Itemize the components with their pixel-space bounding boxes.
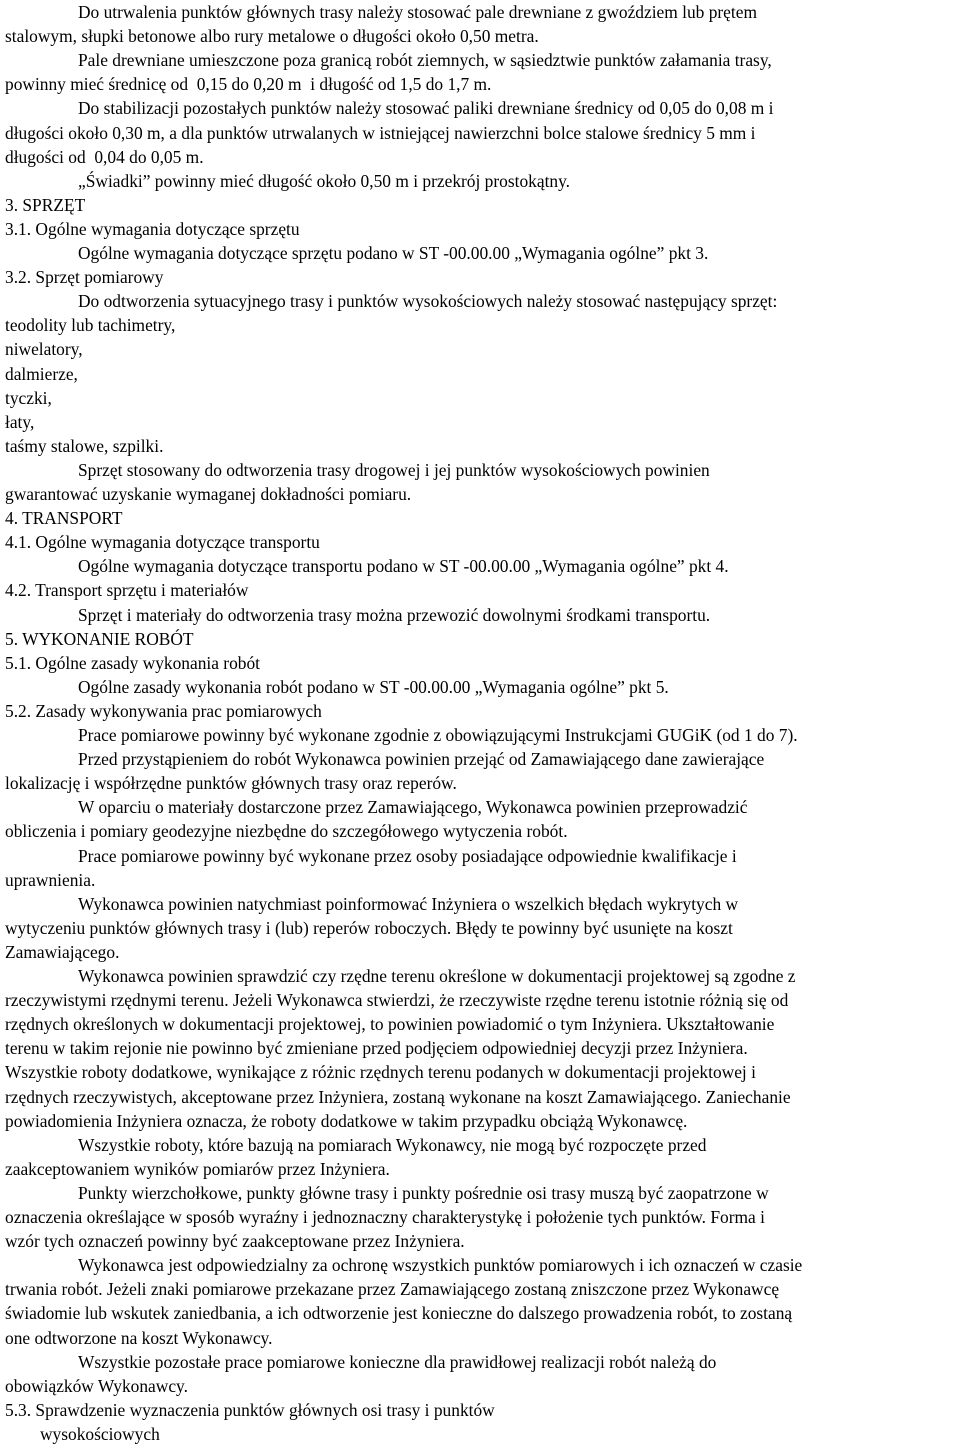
text-line: 3. SPRZĘT bbox=[5, 194, 86, 215]
text-line: Przed przystąpieniem do robót Wykonawca powinien przejąć od Zamawiającego dane zawierające bbox=[78, 749, 765, 770]
text-line: Do utrwalenia punktów głównych trasy należy stosować pale drewniane z gwoździem lub prętem bbox=[78, 2, 757, 22]
text-line: 5. WYKONANIE ROBÓT bbox=[5, 628, 194, 649]
text-line: stalowym, słupki betonowe albo rury metalowe o długości około 0,50 metra. bbox=[5, 26, 539, 47]
text-line: łaty, bbox=[5, 411, 35, 432]
text-line: teodolity lub tachimetry, bbox=[5, 315, 176, 336]
text-line: 4.2. Transport sprzętu i materiałów bbox=[5, 580, 249, 601]
text-line: Ogólne zasady wykonania robót podano w ST -00.00.00 „Wymagania ogólne” pkt 5. bbox=[78, 676, 669, 697]
text-line: tyczki, bbox=[5, 387, 52, 408]
text-line: obliczenia i pomiary geodezyjne niezbędne do szczegółowego wytyczenia robót. bbox=[5, 821, 568, 842]
text-line: Do stabilizacji pozostałych punktów należy stosować paliki drewniane średnicy od 0,05 do 0,08 m i bbox=[78, 98, 774, 119]
text-line: powiadomienia Inżyniera oznacza, że roboty dodatkowe w takim przypadku obciążą Wykonawcę. bbox=[5, 1110, 688, 1131]
text-line: Sprzęt stosowany do odtworzenia trasy drogowej i jej punktów wysokościowych powinien bbox=[78, 459, 710, 480]
text-line: dalmierze, bbox=[5, 363, 78, 384]
text-line: długości około 0,30 m, a dla punktów utrwalanych w istniejącej nawierzchni bolce stalowe średnicy 5 mm i bbox=[5, 122, 756, 143]
text-line: świadomie lub wskutek zaniedbania, a ich odtworzenie jest konieczne do dalszego prowadzenia robót, to zostaną bbox=[5, 1303, 793, 1324]
text-line: lokalizację i współrzędne punktów głównych trasy oraz reperów. bbox=[5, 773, 457, 794]
text-line: Ogólne wymagania dotyczące transportu podano w ST -00.00.00 „Wymagania ogólne” pkt 4. bbox=[78, 556, 729, 577]
text-line: wzór tych oznaczeń powinny być zaakceptowane przez Inżyniera. bbox=[5, 1231, 465, 1252]
text-line: 5.3. Sprawdzenie wyznaczenia punktów głównych osi trasy i punktów bbox=[5, 1399, 495, 1420]
text-line: 4. TRANSPORT bbox=[5, 508, 123, 529]
text-line: niwelatory, bbox=[5, 339, 83, 360]
text-line: W oparciu o materiały dostarczone przez Zamawiającego, Wykonawca powinien przeprowadzić bbox=[78, 797, 748, 818]
text-line: długości od 0,04 do 0,05 m. bbox=[5, 146, 204, 167]
text-line: Wykonawca powinien natychmiast poinformować Inżyniera o wszelkich błędach wykrytych w bbox=[78, 893, 739, 914]
text-line: taśmy stalowe, szpilki. bbox=[5, 435, 164, 456]
text-line: Prace pomiarowe powinny być wykonane przez osoby posiadające odpowiednie kwalifikacje i bbox=[78, 845, 737, 866]
text-line: 4.1. Ogólne wymagania dotyczące transportu bbox=[5, 532, 320, 553]
text-line: rzeczywistymi rzędnymi terenu. Jeżeli Wykonawca stwierdzi, że rzeczywiste rzędne terenu istotnie różnią się od bbox=[5, 990, 789, 1011]
text-line: Sprzęt i materiały do odtworzenia trasy można przewozić dowolnymi środkami transportu. bbox=[78, 604, 711, 625]
text-line: Pale drewniane umieszczone poza granicą robót ziemnych, w sąsiedztwie punktów załamania trasy, bbox=[78, 50, 772, 71]
text-line: obowiązków Wykonawcy. bbox=[5, 1375, 188, 1396]
text-line: rzędnych określonych w dokumentacji projektowej, to powinien powiadomić o tym Inżyniera. Ukształtowanie bbox=[5, 1014, 775, 1035]
text-line: Zamawiającego. bbox=[5, 941, 120, 962]
text-line: 3.2. Sprzęt pomiarowy bbox=[5, 267, 164, 288]
text-line: 5.1. Ogólne zasady wykonania robót bbox=[5, 652, 261, 673]
text-line: wysokościowych bbox=[40, 1423, 160, 1444]
text-line: Wykonawca jest odpowiedzialny za ochronę wszystkich punktów pomiarowych i ich oznaczeń w czasie bbox=[78, 1255, 803, 1276]
text-line: Wykonawca powinien sprawdzić czy rzędne terenu określone w dokumentacji projektowej są zgodne z bbox=[78, 966, 796, 986]
text-line: oznaczenia określające w sposób wyraźny i jednoznaczny charakterystykę i położenie tych punktów. Forma i bbox=[5, 1207, 765, 1227]
text-line: zaakceptowaniem wyników pomiarów przez Inżyniera. bbox=[5, 1158, 390, 1179]
text-line: one odtworzone na koszt Wykonawcy. bbox=[5, 1327, 273, 1348]
text-line: wytyczeniu punktów głównych trasy i (lub) reperów roboczych. Błędy te powinny być usunięte na koszt bbox=[5, 917, 733, 938]
text-line: gwarantować uzyskanie wymaganej dokładności pomiaru. bbox=[5, 484, 412, 504]
text-line: powinny mieć średnicę od 0,15 do 0,20 m i długość od 1,5 do 1,7 m. bbox=[5, 74, 492, 95]
text-line: trwania robót. Jeżeli znaki pomiarowe przekazane przez Zamawiającego zostaną zniszczone przez Wykonawcę bbox=[5, 1279, 780, 1300]
text-line: Wszystkie roboty, które bazują na pomiarach Wykonawcy, nie mogą być rozpoczęte przed bbox=[78, 1134, 707, 1155]
text-line: Wszystkie pozostałe prace pomiarowe konieczne dla prawidłowej realizacji robót należą do bbox=[78, 1351, 717, 1372]
text-line: Punkty wierzchołkowe, punkty główne trasy i punkty pośrednie osi trasy muszą być zaopatrzone w bbox=[78, 1182, 769, 1203]
text-line: Do odtworzenia sytuacyjnego trasy i punktów wysokościowych należy stosować następujący sprzęt: bbox=[78, 291, 778, 312]
text-line: „Świadki” powinny mieć długość około 0,50 m i przekrój prostokątny. bbox=[78, 170, 571, 191]
text-line: rzędnych rzeczywistych, akceptowane przez Inżyniera, zostaną wykonane na koszt Zamawiającego. Zaniechanie bbox=[5, 1086, 791, 1107]
text-line: uprawnienia. bbox=[5, 869, 96, 890]
text-line: 5.2. Zasady wykonywania prac pomiarowych bbox=[5, 700, 322, 721]
text-line: Prace pomiarowe powinny być wykonane zgodnie z obowiązującymi Instrukcjami GUGiK (od 1 do 7). bbox=[78, 725, 798, 745]
text-line: Wszystkie roboty dodatkowe, wynikające z różnic rzędnych terenu podanych w dokumentacji projektowej i bbox=[5, 1062, 756, 1083]
text-line: 3.1. Ogólne wymagania dotyczące sprzętu bbox=[5, 218, 300, 239]
text-line: Ogólne wymagania dotyczące sprzętu podano w ST -00.00.00 „Wymagania ogólne” pkt 3. bbox=[78, 243, 709, 263]
text-line: terenu w takim rejonie nie powinno być zmieniane przed podjęciem odpowiedniej decyzji przez Inżyniera. bbox=[5, 1038, 748, 1059]
